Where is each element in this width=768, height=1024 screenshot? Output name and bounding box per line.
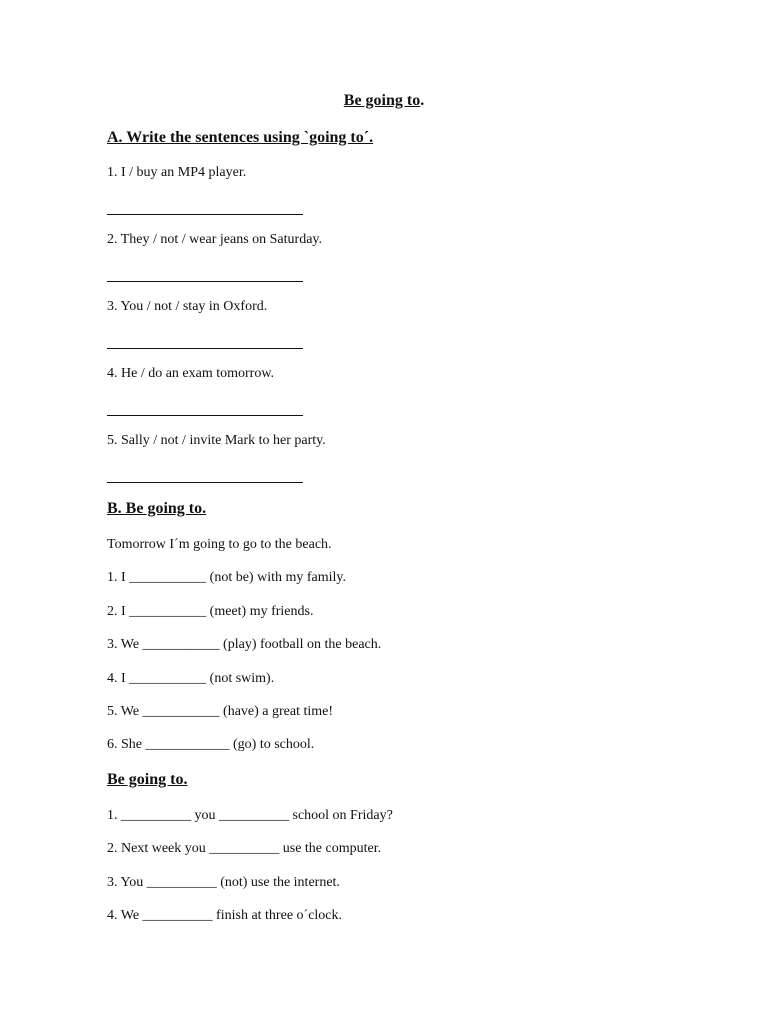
section-c-item-3: 3. You __________ (not) use the internet. [107, 875, 340, 890]
section-b-item-2: 2. I ___________ (meet) my friends. [107, 604, 314, 619]
section-b-intro: Tomorrow I´m going to go to the beach. [107, 537, 332, 552]
section-a-answer-line-1 [107, 214, 303, 215]
section-a-item-1: 1. I / buy an MP4 player. [107, 165, 247, 180]
section-a-item-5: 5. Sally / not / invite Mark to her party. [107, 433, 326, 448]
section-a-answer-line-3 [107, 348, 303, 349]
section-c-item-4: 4. We __________ finish at three o´clock. [107, 908, 343, 923]
section-a-answer-line-5 [107, 482, 303, 483]
section-b-heading: B. Be going to. [107, 500, 207, 517]
section-a-answer-line-4 [107, 415, 303, 416]
section-c-item-1: 1. __________ you __________ school on Friday? [107, 808, 393, 823]
section-c-item-2: 2. Next week you __________ use the computer. [107, 841, 382, 856]
page-title [0, 92, 768, 110]
section-a-heading: A. Write the sentences using `going to´. [107, 129, 374, 146]
page-title-text: Be going to [343, 92, 421, 109]
section-b-item-5: 5. We ___________ (have) a great time! [107, 704, 334, 719]
section-a-item-3: 3. You / not / stay in Oxford. [107, 299, 268, 314]
section-a-answer-line-2 [107, 281, 303, 282]
section-b-item-1: 1. I ___________ (not be) with my family. [107, 570, 347, 585]
section-b-item-3: 3. We ___________ (play) football on the beach. [107, 637, 382, 652]
section-a-item-4: 4. He / do an exam tomorrow. [107, 366, 275, 381]
section-c-heading: Be going to. [107, 771, 188, 788]
section-a-item-2: 2. They / not / wear jeans on Saturday. [107, 232, 323, 247]
section-b-item-6: 6. She ____________ (go) to school. [107, 737, 315, 752]
section-b-item-4: 4. I ___________ (not swim). [107, 671, 275, 686]
page-title-period: . [420, 92, 425, 109]
